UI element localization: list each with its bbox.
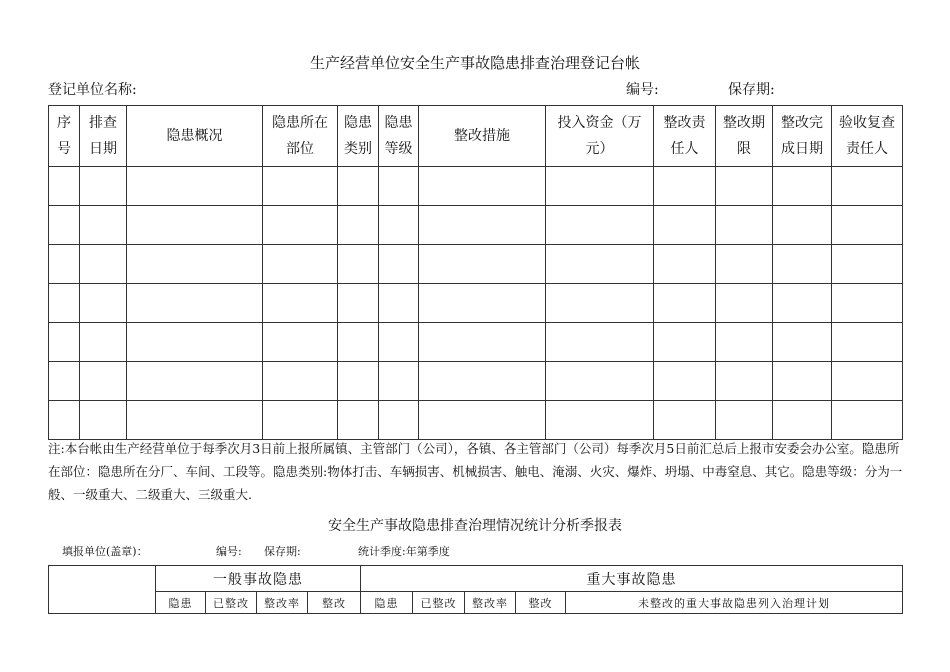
quarterly-corner-cell	[49, 566, 156, 614]
table-cell	[546, 362, 654, 401]
table-cell	[716, 245, 773, 284]
table-cell	[654, 401, 716, 440]
table-cell	[832, 362, 903, 401]
table-cell	[832, 401, 903, 440]
table-cell	[419, 401, 546, 440]
table-cell	[419, 362, 546, 401]
table-cell	[654, 206, 716, 245]
table-cell	[419, 284, 546, 323]
table-cell	[263, 284, 338, 323]
table-cell	[716, 284, 773, 323]
table-cell	[419, 323, 546, 362]
general-col-rectification-rate: 整改率	[257, 592, 308, 614]
table-cell	[80, 206, 127, 245]
table-cell	[654, 323, 716, 362]
table-cell	[716, 167, 773, 206]
table-cell	[49, 284, 80, 323]
major-col-rectified: 已整改	[413, 592, 465, 614]
major-col-rectification: 整改	[516, 592, 566, 614]
table-cell	[654, 167, 716, 206]
general-col-hazards: 隐患	[156, 592, 206, 614]
major-col-rectification-rate: 整改率	[465, 592, 516, 614]
col-check-date: 排查日期	[80, 106, 127, 167]
table-cell	[716, 206, 773, 245]
group-major-hazards: 重大事故隐患	[361, 566, 903, 592]
ledger-unit-label: 登记单位名称:	[48, 82, 137, 98]
ledger-table	[48, 105, 903, 440]
table-cell	[80, 167, 127, 206]
table-cell	[49, 206, 80, 245]
table-cell	[49, 323, 80, 362]
table-cell	[716, 323, 773, 362]
table-cell	[263, 245, 338, 284]
ledger-note: 注:本台帐由生产经营单位于每季次月3日前上报所属镇、主管部门（公司），各镇、各主管部门（公司）每季次月5日前汇总后上报市安委会办公室。隐患所在部位：隐患所在分厂、车间、工段等。隐患类别:物体打击、车辆损害、机械损害、触电、淹溺、火灾、爆炸、坍塌、中毒窒息、其它。隐患等级：分为一般、一级重大、二级重大、三级重大.	[48, 441, 903, 502]
col-hazard-location: 隐患所在部位	[263, 106, 338, 167]
general-col-rectification: 整改	[308, 592, 361, 614]
table-cell	[80, 401, 127, 440]
table-cell	[80, 323, 127, 362]
table-row	[49, 206, 903, 245]
table-cell	[49, 167, 80, 206]
table-cell	[379, 245, 419, 284]
col-serial: 序号	[49, 106, 80, 167]
table-cell	[773, 167, 832, 206]
col-deadline: 整改期限	[716, 106, 773, 167]
table-cell	[379, 206, 419, 245]
table-row	[49, 167, 903, 206]
table-cell	[546, 401, 654, 440]
table-cell	[546, 206, 654, 245]
ledger-title: 生产经营单位安全生产事故隐患排查治理登记台帐	[309, 54, 640, 72]
table-cell	[127, 362, 263, 401]
table-row	[49, 284, 903, 323]
table-cell	[379, 167, 419, 206]
table-cell	[654, 284, 716, 323]
table-cell	[49, 401, 80, 440]
table-cell	[80, 284, 127, 323]
quarterly-table	[48, 565, 903, 614]
col-completion-date: 整改完成日期	[773, 106, 832, 167]
table-cell	[773, 323, 832, 362]
table-cell	[716, 401, 773, 440]
col-hazard-category: 隐患类别	[338, 106, 379, 167]
table-cell	[127, 245, 263, 284]
table-row	[49, 401, 903, 440]
col-investment: 投入资金（万元）	[546, 106, 654, 167]
quarterly-number-label: 编号:	[216, 545, 242, 558]
ledger-body	[49, 167, 903, 440]
table-cell	[127, 401, 263, 440]
table-cell	[379, 401, 419, 440]
table-cell	[338, 362, 379, 401]
table-row	[49, 245, 903, 284]
table-cell	[80, 245, 127, 284]
table-cell	[127, 284, 263, 323]
table-cell	[546, 245, 654, 284]
table-row	[49, 362, 903, 401]
table-row	[49, 323, 903, 362]
table-cell	[338, 206, 379, 245]
table-cell	[338, 401, 379, 440]
ledger-number-label: 编号:	[626, 82, 659, 98]
table-cell	[419, 206, 546, 245]
table-cell	[338, 284, 379, 323]
col-responsible-person: 整改责任人	[654, 106, 716, 167]
table-cell	[379, 284, 419, 323]
table-cell	[338, 323, 379, 362]
ledger-retention-label: 保存期:	[728, 82, 775, 98]
table-cell	[419, 167, 546, 206]
col-hazard-level: 隐患等级	[379, 106, 419, 167]
table-cell	[773, 401, 832, 440]
table-cell	[379, 362, 419, 401]
major-col-governance-plan: 未整改的重大事故隐患列入治理计划	[566, 592, 903, 614]
table-cell	[127, 323, 263, 362]
group-general-hazards: 一般事故隐患	[156, 566, 361, 592]
table-cell	[546, 323, 654, 362]
quarterly-unit-label: 填报单位(盖章)：	[62, 545, 148, 558]
table-cell	[49, 245, 80, 284]
table-cell	[263, 167, 338, 206]
col-hazard-summary: 隐患概况	[127, 106, 263, 167]
table-cell	[338, 245, 379, 284]
table-cell	[419, 245, 546, 284]
table-cell	[546, 167, 654, 206]
quarterly-title: 安全生产事故隐患排查治理情况统计分析季报表	[328, 518, 622, 534]
table-cell	[832, 245, 903, 284]
table-cell	[546, 284, 654, 323]
quarterly-subheader-row	[49, 592, 903, 614]
table-cell	[773, 284, 832, 323]
table-cell	[379, 323, 419, 362]
table-cell	[716, 362, 773, 401]
table-cell	[832, 206, 903, 245]
table-cell	[127, 206, 263, 245]
table-cell	[773, 245, 832, 284]
table-cell	[49, 362, 80, 401]
quarterly-retention-label: 保存期:	[264, 545, 301, 558]
table-cell	[338, 167, 379, 206]
quarterly-period-label: 统计季度:年第季度	[358, 545, 450, 558]
table-cell	[832, 323, 903, 362]
table-cell	[263, 362, 338, 401]
general-col-rectified: 已整改	[206, 592, 257, 614]
table-cell	[654, 245, 716, 284]
table-cell	[263, 206, 338, 245]
table-cell	[832, 167, 903, 206]
table-cell	[832, 284, 903, 323]
table-cell	[80, 362, 127, 401]
major-col-hazards: 隐患	[361, 592, 413, 614]
table-cell	[773, 362, 832, 401]
col-rectification-measures: 整改措施	[419, 106, 546, 167]
quarterly-group-row	[49, 566, 903, 592]
table-cell	[263, 323, 338, 362]
table-cell	[127, 167, 263, 206]
table-cell	[263, 401, 338, 440]
table-cell	[654, 362, 716, 401]
col-acceptance-reviewer: 验收复查责任人	[832, 106, 903, 167]
ledger-header-row	[49, 106, 903, 167]
table-cell	[773, 206, 832, 245]
